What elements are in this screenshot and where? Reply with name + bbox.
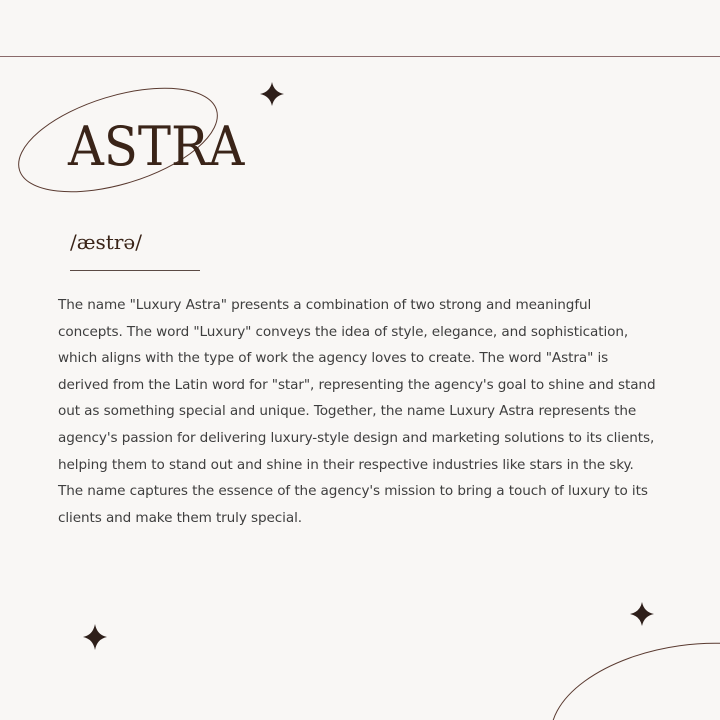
bottom-right-arc-outline [541,626,720,720]
page-title: ASTRA [68,115,245,178]
pronunciation-underline [70,270,200,271]
sparkle-star-icon-top [260,82,284,106]
pronunciation-text: /æstrə/ [70,230,142,254]
sparkle-star-icon-bottom-right [630,602,654,626]
sparkle-star-icon-bottom-left [83,624,107,650]
description-paragraph: The name "Luxury Astra" presents a combination of two strong and meaningful concepts. The word "Luxury" conveys the idea of style, elegance, and sophistication, which aligns with the type of work the agency loves to create. The word "Astra" is derived from the Latin word for "star", representing the agency's goal to shine and stand out as something special and unique. Together, the name Luxury Astra represents the agency's passion for delivering luxury-style design and marketing solutions to its clients, helping them to stand out and shine in their respective industries like stars in the sky. The name captures the essence of the agency's mission to bring a touch of luxury to its clients and make them truly special. [58,297,656,526]
